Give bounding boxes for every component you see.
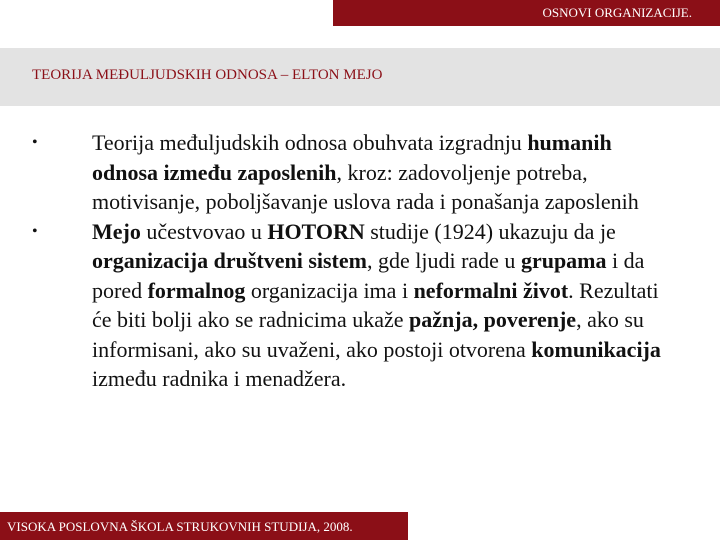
bold-run: formalnog — [147, 277, 246, 303]
bold-run: neformalni život — [413, 277, 569, 303]
text-run: između radnika i menadžera. — [92, 366, 347, 391]
text-run: . Rezultati će biti bolji ako se radnicima ukaže — [92, 277, 659, 332]
bullet-marker: • — [32, 222, 38, 240]
footer-text: VISOKA POSLOVNA ŠKOLA STRUKOVNIH STUDIJA, 2008. — [7, 519, 353, 534]
bullet-item-1 — [22, 128, 702, 217]
bullet-text-1 — [92, 128, 682, 217]
bold-run: Mejo — [92, 218, 141, 244]
text-run: Teorija međuljudskih odnosa obuhvata izgradnju — [92, 130, 528, 155]
text-run: organizacija ima i — [245, 277, 414, 303]
top-banner — [333, 0, 720, 26]
footer-bar — [0, 512, 408, 540]
text-run: studije (1924) ukazuju da je — [364, 218, 616, 244]
text-run: učestvovao u — [140, 218, 268, 244]
bullet-item-2 — [22, 217, 702, 394]
bullet-text-2 — [92, 217, 682, 394]
bold-run: HOTORN — [267, 218, 365, 244]
text-run: , gde ljudi rade u — [366, 248, 521, 273]
bold-run: grupama — [520, 248, 607, 273]
bullet-marker: • — [32, 134, 38, 151]
slide-title: TEORIJA MEĐULJUDSKIH ODNOSA – ELTON MEJO — [32, 67, 383, 83]
slide-content — [22, 128, 702, 394]
text-run: i da pored — [92, 248, 645, 303]
top-banner-text: OSNOVI ORGANIZACIJE. — [542, 5, 692, 20]
text-run: , kroz: zadovoljenje potreba, motivisanje, poboljšavanje uslova rada i ponašanja zaposlenih — [92, 159, 639, 214]
bold-run: pažnja, poverenje — [409, 307, 577, 332]
bold-run: komunikacija — [531, 336, 661, 362]
text-run: , ako su informisani, ako su uvaženi, ako postoji otvorena — [92, 307, 644, 362]
bold-run: humanih odnosa između zaposlenih — [92, 130, 612, 185]
bold-run: organizacija društveni sistem — [92, 248, 367, 273]
header-band — [0, 48, 720, 106]
